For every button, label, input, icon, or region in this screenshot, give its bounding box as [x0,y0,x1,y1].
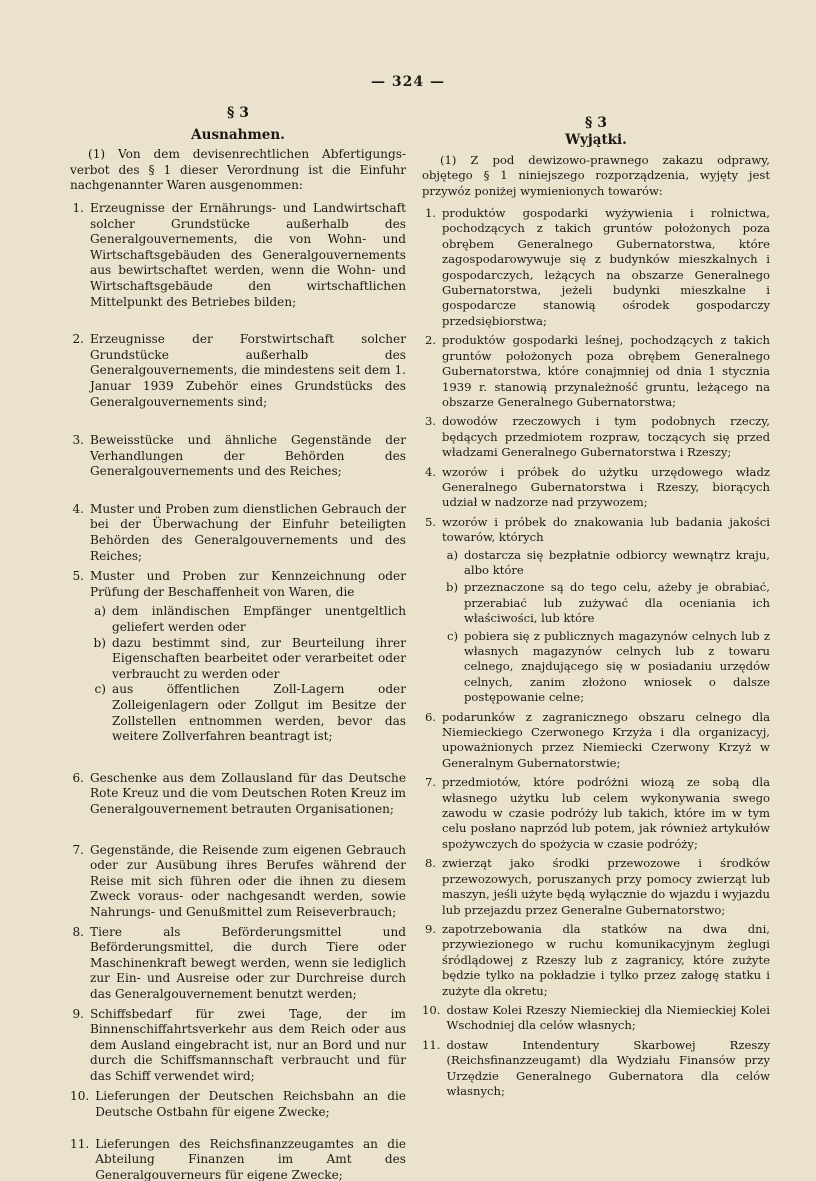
item-number: 3. [424,414,436,429]
item-number: 1. [72,200,84,215]
intro-paragraph: (1) Von dem devisenrechtlichen Abfertigungs-verbot des § 1 dieser Verordnung ist die Einfuhr nachgenannter Waren ausgenommen: [70,147,406,193]
list-item [422,206,770,329]
sub-item-letter: c) [94,682,106,697]
list-item [422,414,770,460]
list-item [422,856,770,918]
item-text: wzorów i próbek do użytku urzędowego władz Generalnego Gubernatorstwa i Rzeszy, biorących udział w nadzorze nad przywozem; [442,464,770,510]
item-number: 11. [70,1136,90,1151]
sub-item [422,629,770,706]
list-item [422,1038,770,1100]
list-item [422,1003,770,1034]
item-text: dowodów rzeczowych i tym podobnych rzeczy, będących przedmiotem rozpraw, toczących się przed władzami Generalnego Gubernatorstwa i Rzeszy; [442,414,770,460]
polish-column [422,106,770,1103]
list-item [422,333,770,410]
item-text: produktów gospodarki leśnej, pochodzących z takich gruntów położonych poza obrębem Generalnego Gubernatorstwa, które conajmniej od dnia 1 stycznia 1939 r. stanowią przynależność gruntu, leżącego na obszarze Generalnego Gubernatorstwa; [442,333,770,409]
sub-item-letter: a) [446,547,458,562]
item-text: Schiffsbedarf für zwei Tage, der im Binnenschiffahrtsverkehr aus dem Reich oder aus dem Ausland eingebracht ist, nur an Bord und nur durch die Schiffsmannschaft verbraucht und für das Schiff verwendet wird; [90,1006,406,1083]
sub-item [422,580,770,626]
german-column [70,106,406,1181]
list-item [70,569,406,600]
sub-item-letter: c) [446,628,458,643]
list-item [70,201,406,310]
item-number: 8. [424,856,436,871]
item-number: 5. [424,514,436,529]
sub-item-text: aus öffentlichen Zoll-Lagern oder Zolleigenlagern oder Zollgut im Besitze der Zollstellen entnommen werden, bevor das weitere Zollverfahren beantragt ist; [112,682,406,744]
list-item [422,515,770,546]
item-text: Tiere als Beförderungsmittel und Beförderungsmittel, die durch Tiere oder Maschinenkraft bewegt werden, wenn sie lediglich zur Ein- und Ausreise oder zur Durchreise durch das Generalgouvernement benutzt werden; [90,924,406,1001]
item-text: Muster und Proben zur Kennzeichnung oder Prüfung der Beschaffenheit von Waren, die [90,569,406,599]
section-number: § 3 [227,105,249,121]
list-item [70,1089,406,1120]
item-text: Geschenke aus dem Zollausland für das Deutsche Rote Kreuz und die vom Deutschen Roten Kreuz im Generalgouvernement betrauten Organisationen; [90,770,406,816]
item-number: 2. [424,333,436,348]
section-heading: Ausnahmen. [191,126,285,143]
list-item [70,1007,406,1085]
sub-item [70,682,406,744]
item-text: zapotrzebowania dla statków na dwa dni, przywiezionego w ruchu komunikacyjnym żeglugi śródlądowej z Rzeszy lub z zagranicy, które zużyte będzie tylko na pokładzie i tylko przez załogę statku i zużyte dla okretu; [442,921,770,998]
item-number: 4. [424,464,436,479]
item-text: produktów gospodarki wyżywienia i rolnictwa, pochodzących z takich gruntów położonych poza obrębem Generalnego Gubernatorstwa, które zagospodarowywuje się z budynków mieszkalnych i gospodarczych, leżących na obszarze Generalnego Gubernatorstwa, jeżeli budynki mieszkalne i gospodarcze stanowią ośrodek gospodarczy przedsiębiorstwa; [442,206,770,328]
list-item [422,922,770,999]
page-number: — 324 — [371,74,445,90]
list-item [422,775,770,852]
item-number: 6. [72,770,84,785]
list-item [70,843,406,921]
list-item [70,502,406,564]
intro-paragraph: (1) Z pod dewizowo-prawnego zakazu odprawy, objętego § 1 niniejszego rozporządzenia, wyjęty jest przywóz poniżej wymienionych towarów: [422,152,770,198]
sub-item-letter: a) [94,604,106,619]
sub-item [422,548,770,579]
item-text: zwierząt jako środki przewozowe i środków przewozowych, poruszanych przy pomocy zwierząt lub maszyn, jeśli użyte będą wyłącznie do wjazdu i wyjazdu lub przejazdu przez Generalne Gubernatorstwo; [442,856,770,917]
item-number: 2. [72,332,84,347]
item-text: Lieferungen des Reichsfinanzzeugamtes an die Abteilung Finanzen im Amt des Generalgouverneurs für eigene Zwecke; [95,1136,406,1181]
item-number: 10. [70,1089,90,1104]
sub-item-text: dazu bestimmt sind, zur Beurteilung ihrer Eigenschaften bearbeitet oder verarbeitet oder verbraucht zu werden oder [112,635,406,681]
item-text: Gegenstände, die Reisende zum eigenen Gebrauch oder zur Ausübung ihres Berufes während der Reise mit sich führen oder die ihnen zu diesem Zweck voraus- oder nachgesandt werden, sowie Nahrungs- und Genußmittel zum Reiseverbrauch; [90,842,406,919]
sub-item-text: dem inländischen Empfänger unentgeltlich geliefert werden oder [112,604,406,635]
item-number: 3. [72,433,84,448]
sub-item-letter: b) [446,580,458,595]
item-number: 8. [72,924,84,939]
item-text: dostaw Kolei Rzeszy Niemieckiej dla Niemieckiej Kolei Wschodniej dla celów własnych; [446,1002,770,1033]
item-number: 7. [72,842,84,857]
item-text: Beweisstücke und ähnliche Gegenstände der Verhandlungen der Behörden des Generalgouvernements und des Reiches; [90,433,406,479]
item-text: przedmiotów, które podróżni wiozą ze sobą dla własnego użytku lub celem wykonywania swego zawodu w czasie podróży lub takich, które im w tym celu posłano naprzód lub potem, jak również artykułów spożywczych do spożycia w czasie podróży; [442,775,770,851]
item-number: 4. [72,501,84,516]
list-item [70,925,406,1003]
list-item [422,710,770,772]
item-number: 1. [424,206,436,221]
list-item [70,332,406,410]
item-text: Muster und Proben zum dienstlichen Gebrauch der bei der Überwachung der Einfuhr beteiligten Behörden des Generalgouvernements und des Reiches; [90,501,406,563]
list-item [422,465,770,511]
list-item [70,771,406,818]
item-text: Erzeugnisse der Forstwirtschaft solcher Grundstücke außerhalb des Generalgouvernements, die mindestens seit dem 1. Januar 1939 Zubehör eines Grundstücks des Generalgouvernements sind; [90,332,406,409]
sub-item [70,604,406,635]
item-number: 9. [72,1006,84,1021]
sub-item-letter: b) [93,635,106,650]
sub-item-text: przeznaczone są do tego celu, ażeby je obrabiać, przerabiać lub zużywać dla oceniania ich właściwości, lub które [464,580,770,626]
item-number: 11. [422,1037,441,1052]
section-number: § 3 [585,115,607,131]
section-heading: Wyjątki. [565,132,627,149]
item-number: 10. [422,1002,441,1017]
list-item [70,433,406,480]
item-number: 7. [424,775,436,790]
item-text: wzorów i próbek do znakowania lub badania jakości towarów, których [442,514,770,545]
item-text: dostaw Intendentury Skarbowej Rzeszy (Reichsfinanzzeugamt) dla Wydziału Finansów przy Urzędzie Generalnego Gubernatora dla celów własnych; [446,1037,770,1098]
item-number: 6. [424,709,436,724]
item-text: podarunków z zagranicznego obszaru celnego dla Niemieckiego Czerwonego Krzyża i dla organizacyj, upoważnionych przez Niemiecki Czerwony Krzyż w Generalnym Gubernatorstwie; [442,709,770,770]
item-text: Erzeugnisse der Ernährungs- und Landwirtschaft solcher Grundstücke außerhalb des Generalgouvernements, die von Wohn- und Wirtschaftsgebäuden des Generalgouvernements aus bewirtschaftet werden, wenn die Wohn- und Wirtschaftsgebäude den wirtschaftlichen Mittelpunkt des Betriebes bilden; [90,200,406,309]
item-text: Lieferungen der Deutschen Reichsbahn an die Deutsche Ostbahn für eigene Zwecke; [95,1089,406,1120]
sub-item [70,636,406,683]
sub-item-text: pobiera się z publicznych magazynów celnych lub z własnych magazynów celnych lub z towaru celnego, znajdującego się w posiadaniu urzędów celnych, zanim złożono wniosek o dalsze postępowanie celne; [464,628,770,705]
item-number: 9. [424,921,436,936]
item-number: 5. [72,569,84,584]
list-item [70,1137,406,1181]
sub-item-text: dostarcza się bezpłatnie odbiorcy wewnątrz kraju, albo które [464,547,770,577]
